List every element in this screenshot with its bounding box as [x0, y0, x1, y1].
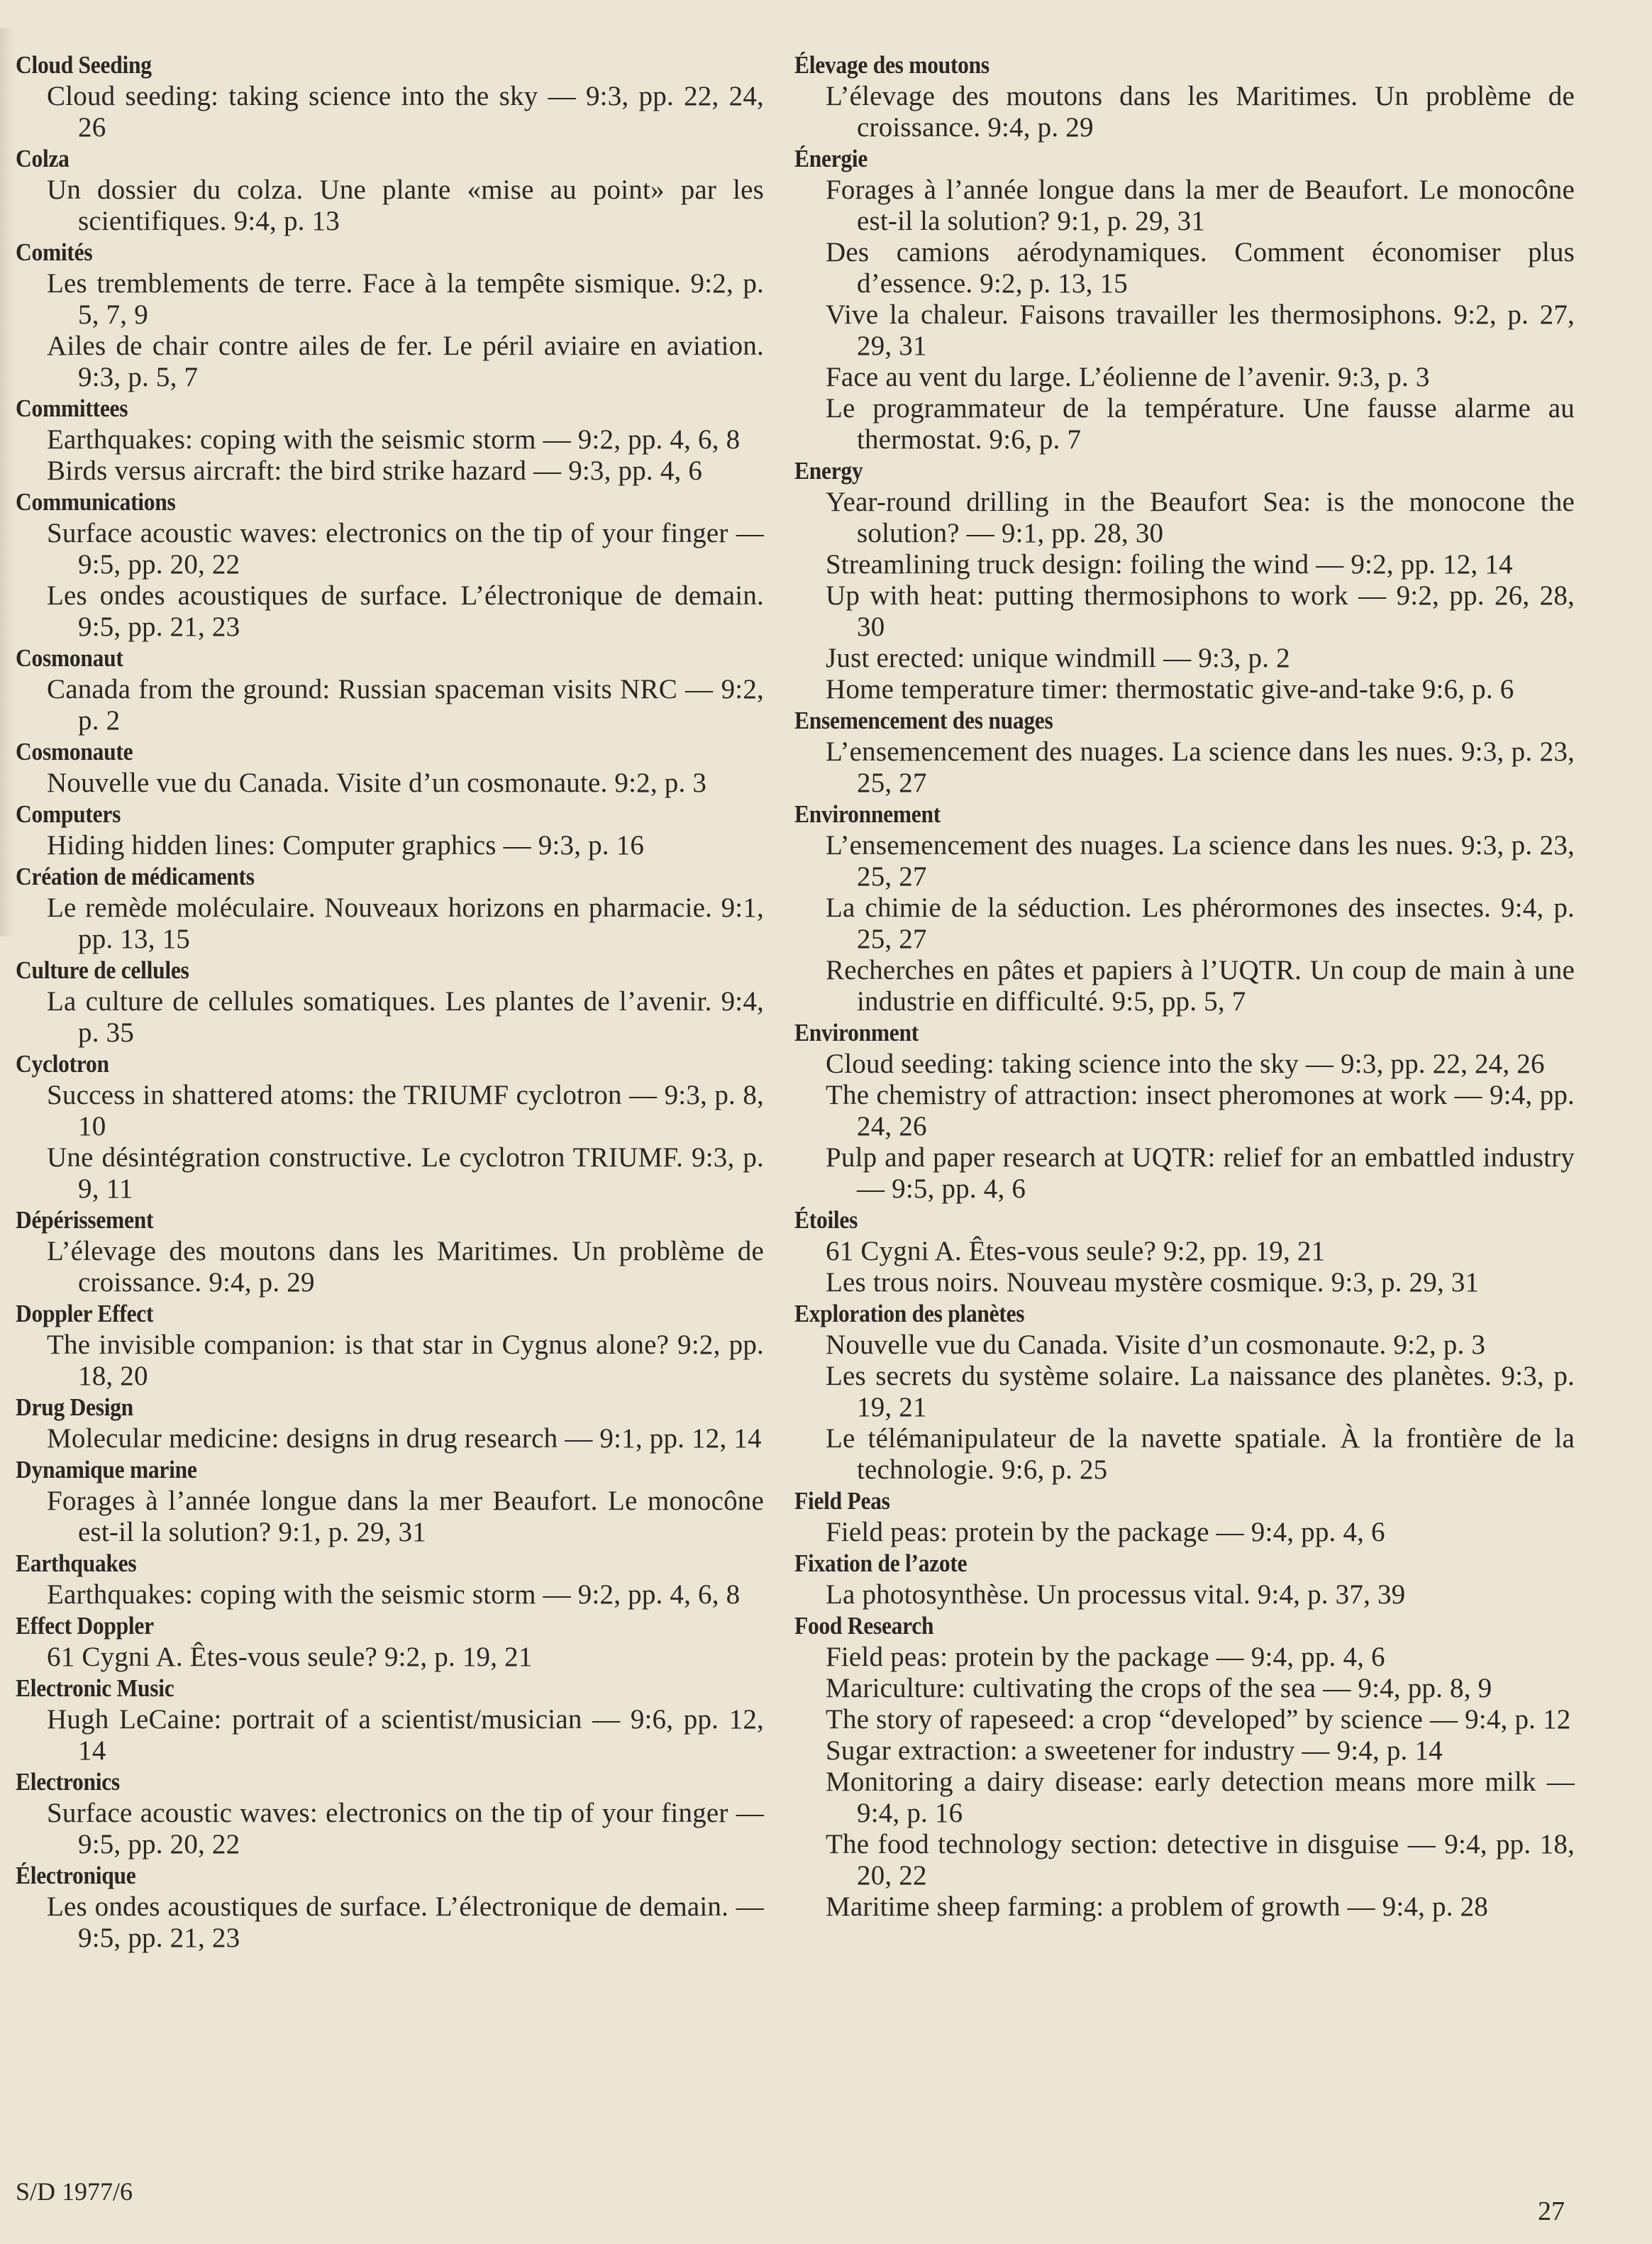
index-reference: The story of rapeseed: a crop “developed” by science — 9:4, p. 12: [826, 1704, 1571, 1735]
index-heading: Energy: [794, 457, 863, 485]
index-entry: [16, 50, 764, 143]
index-entry: [16, 1610, 764, 1673]
index-heading: Doppler Effect: [16, 1300, 154, 1327]
index-reference: L’ensemencement des nuages. La science dans les nues. 9:3, p. 23, 25, 27: [826, 736, 1575, 798]
index-reference: Cloud seeding: taking science into the sky — 9:3, pp. 22, 24, 26: [826, 1049, 1545, 1079]
index-entry: [16, 861, 764, 955]
index-heading: Cloud Seeding: [16, 51, 152, 79]
index-entry: [16, 1298, 764, 1392]
index-entry: [16, 799, 764, 861]
index-reference: The invisible companion: is that star in Cygnus alone? 9:2, pp. 18, 20: [47, 1330, 764, 1391]
index-entry: [794, 1486, 1575, 1548]
index-reference: Nouvelle vue du Canada. Visite d’un cosmonaute. 9:2, p. 3: [826, 1330, 1486, 1360]
index-heading: Drug Design: [16, 1393, 133, 1421]
index-reference: Vive la chaleur. Faisons travailler les thermosiphons. 9:2, p. 27, 29, 31: [826, 299, 1575, 361]
index-reference: Le remède moléculaire. Nouveaux horizons en pharmacie. 9:1, pp. 13, 15: [47, 892, 764, 954]
index-entry: [794, 799, 1575, 1017]
index-heading: Cosmonaute: [16, 738, 133, 765]
index-reference: Up with heat: putting thermosiphons to work — 9:2, pp. 26, 28, 30: [826, 580, 1575, 642]
index-reference: Pulp and paper research at UQTR: relief for an embattled industry — 9:5, pp. 4, 6: [826, 1142, 1575, 1204]
index-heading: Étoiles: [794, 1206, 858, 1234]
index-reference: La chimie de la séduction. Les phérormones des insectes. 9:4, p. 25, 27: [826, 892, 1575, 954]
index-entry: [16, 1673, 764, 1767]
index-entry: [794, 1548, 1575, 1610]
index-reference: Success in shattered atoms: the TRIUMF cyclotron — 9:3, p. 8, 10: [47, 1080, 764, 1142]
index-entry: [794, 1298, 1575, 1486]
index-heading: Exploration des planètes: [794, 1300, 1025, 1327]
index-reference: Forages à l’année longue dans la mer Beaufort. Le monocône est-il la solution? 9:1, p. 29, 31: [47, 1486, 764, 1547]
index-heading: Création de médicaments: [16, 863, 255, 890]
index-reference: Hiding hidden lines: Computer graphics — 9:3, p. 16: [47, 830, 645, 861]
index-entry: [16, 143, 764, 237]
page-edge-shadow: [0, 28, 16, 936]
index-heading: Field Peas: [794, 1487, 890, 1515]
index-heading: Environnement: [794, 800, 941, 828]
index-heading: Ensemencement des nuages: [794, 707, 1053, 734]
index-heading: Electronic Music: [16, 1674, 174, 1702]
index-reference: 61 Cygni A. Êtes-vous seule? 9:2, pp. 19, 21: [826, 1236, 1326, 1266]
index-reference: Ailes de chair contre ailes de fer. Le péril aviaire en aviation. 9:3, p. 5, 7: [47, 331, 764, 392]
index-column-left: [16, 50, 764, 1954]
index-reference: L’élevage des moutons dans les Maritimes. Un problème de croissance. 9:4, p. 29: [47, 1236, 764, 1298]
index-reference: Recherches en pâtes et papiers à l’UQTR. Un coup de main à une industrie en difficulté. 9:5, pp. 5, 7: [826, 955, 1575, 1017]
index-heading: Earthquakes: [16, 1549, 137, 1577]
index-entry: [16, 643, 764, 736]
index-heading: Cosmonaut: [16, 644, 123, 672]
index-entry: [794, 143, 1575, 455]
index-heading: Élevage des moutons: [794, 51, 989, 79]
index-heading: Computers: [16, 800, 121, 828]
page-number: 27: [1538, 2196, 1565, 2226]
index-reference: Des camions aérodynamiques. Comment économiser plus d’essence. 9:2, p. 13, 15: [826, 237, 1575, 299]
index-entry: [16, 487, 764, 643]
index-heading: Communications: [16, 488, 176, 516]
index-heading: Colza: [16, 145, 70, 172]
index-reference: Maritime sheep farming: a problem of growth — 9:4, p. 28: [826, 1891, 1489, 1922]
index-reference: Les tremblements de terre. Face à la tempête sismique. 9:2, p. 5, 7, 9: [47, 268, 764, 330]
index-entry: [16, 1392, 764, 1454]
index-column-right: [794, 50, 1575, 1923]
index-heading: Culture de cellules: [16, 956, 189, 984]
index-entry: [16, 955, 764, 1049]
index-heading: Committees: [16, 394, 128, 422]
index-reference: Les ondes acoustiques de surface. L’électronique de demain. 9:5, pp. 21, 23: [47, 580, 764, 642]
index-reference: L’élevage des moutons dans les Maritimes. Un problème de croissance. 9:4, p. 29: [826, 81, 1575, 143]
index-reference: Forages à l’année longue dans la mer de Beaufort. Le monocône est-il la solution? 9:1, p. 29, 31: [826, 175, 1575, 236]
index-reference: Earthquakes: coping with the seismic storm — 9:2, pp. 4, 6, 8: [47, 424, 741, 455]
index-reference: 61 Cygni A. Êtes-vous seule? 9:2, p. 19, 21: [47, 1642, 533, 1672]
index-heading: Effect Doppler: [16, 1612, 154, 1640]
index-reference: Sugar extraction: a sweetener for industry — 9:4, p. 14: [826, 1735, 1443, 1766]
index-reference: The food technology section: detective in disguise — 9:4, pp. 18, 20, 22: [826, 1829, 1575, 1891]
index-heading: Dynamique marine: [16, 1456, 197, 1483]
index-heading: Comités: [16, 238, 93, 266]
index-reference: Les trous noirs. Nouveau mystère cosmique. 9:3, p. 29, 31: [826, 1267, 1480, 1298]
index-reference: Nouvelle vue du Canada. Visite d’un cosmonaute. 9:2, p. 3: [47, 768, 707, 798]
index-reference: Le télémanipulateur de la navette spatiale. À la frontière de la technologie. 9:6, p. 25: [826, 1423, 1575, 1485]
index-reference: Surface acoustic waves: electronics on the tip of your finger — 9:5, pp. 20, 22: [47, 518, 764, 580]
index-heading: Electronics: [16, 1768, 120, 1796]
index-reference: Just erected: unique windmill — 9:3, p. 2: [826, 643, 1290, 673]
index-entry: [794, 1610, 1575, 1923]
index-entry: [16, 1548, 764, 1610]
index-entry: [794, 1205, 1575, 1298]
index-reference: Surface acoustic waves: electronics on the tip of your finger — 9:5, pp. 20, 22: [47, 1798, 764, 1859]
index-heading: Énergie: [794, 145, 868, 172]
index-reference: Face au vent du large. L’éolienne de l’avenir. 9:3, p. 3: [826, 362, 1430, 392]
index-reference: La culture de cellules somatiques. Les plantes de l’avenir. 9:4, p. 35: [47, 986, 764, 1048]
index-reference: Year-round drilling in the Beaufort Sea: is the monocone the solution? — 9:1, pp. 28, 30: [826, 487, 1575, 548]
index-reference: Molecular medicine: designs in drug research — 9:1, pp. 12, 14: [47, 1423, 762, 1454]
index-reference: Monitoring a dairy disease: early detection means more milk — 9:4, p. 16: [826, 1767, 1575, 1828]
index-reference: Birds versus aircraft: the bird strike hazard — 9:3, pp. 4, 6: [47, 455, 703, 486]
index-reference: Earthquakes: coping with the seismic storm — 9:2, pp. 4, 6, 8: [47, 1579, 741, 1610]
index-reference: Canada from the ground: Russian spaceman visits NRC — 9:2, p. 2: [47, 674, 764, 736]
index-entry: [16, 1049, 764, 1205]
index-heading: Environment: [794, 1019, 919, 1046]
index-entry: [794, 1017, 1575, 1205]
index-reference: Hugh LeCaine: portrait of a scientist/musician — 9:6, pp. 12, 14: [47, 1704, 764, 1766]
index-reference: Le programmateur de la température. Une fausse alarme au thermostat. 9:6, p. 7: [826, 393, 1575, 455]
index-entry: [16, 1454, 764, 1548]
index-entry: [794, 50, 1575, 143]
index-entry: [794, 455, 1575, 705]
index-reference: L’ensemencement des nuages. La science dans les nues. 9:3, p. 23, 25, 27: [826, 830, 1575, 892]
index-reference: Field peas: protein by the package — 9:4, pp. 4, 6: [826, 1517, 1385, 1547]
index-reference: Mariculture: cultivating the crops of the sea — 9:4, pp. 8, 9: [826, 1673, 1492, 1703]
index-heading: Fixation de l’azote: [794, 1549, 968, 1577]
index-reference: The chemistry of attraction: insect pheromones at work — 9:4, pp. 24, 26: [826, 1080, 1575, 1142]
index-reference: Une désintégration constructive. Le cyclotron TRIUMF. 9:3, p. 9, 11: [47, 1142, 764, 1204]
index-entry: [794, 705, 1575, 799]
index-heading: Électronique: [16, 1862, 136, 1889]
index-reference: Les secrets du système solaire. La naissance des planètes. 9:3, p. 19, 21: [826, 1361, 1575, 1422]
index-entry: [16, 1205, 764, 1298]
index-heading: Dépérissement: [16, 1206, 154, 1234]
index-entry: [16, 1860, 764, 1954]
index-reference: Streamlining truck design: foiling the wind — 9:2, pp. 12, 14: [826, 549, 1513, 580]
index-entry: [16, 237, 764, 393]
journal-footer: S/D 1977/6: [16, 2177, 133, 2206]
index-reference: Les ondes acoustiques de surface. L’électronique de demain. — 9:5, pp. 21, 23: [47, 1891, 764, 1953]
index-reference: Field peas: protein by the package — 9:4, pp. 4, 6: [826, 1642, 1385, 1672]
index-reference: Un dossier du colza. Une plante «mise au point» par les scientifiques. 9:4, p. 13: [47, 175, 764, 236]
index-heading: Cyclotron: [16, 1050, 109, 1078]
index-reference: Home temperature timer: thermostatic give-and-take 9:6, p. 6: [826, 674, 1514, 704]
index-heading: Food Research: [794, 1612, 934, 1640]
index-entry: [16, 736, 764, 799]
index-entry: [16, 1767, 764, 1860]
index-reference: Cloud seeding: taking science into the sky — 9:3, pp. 22, 24, 26: [47, 81, 764, 143]
index-reference: La photosynthèse. Un processus vital. 9:4, p. 37, 39: [826, 1579, 1406, 1610]
index-entry: [16, 393, 764, 487]
